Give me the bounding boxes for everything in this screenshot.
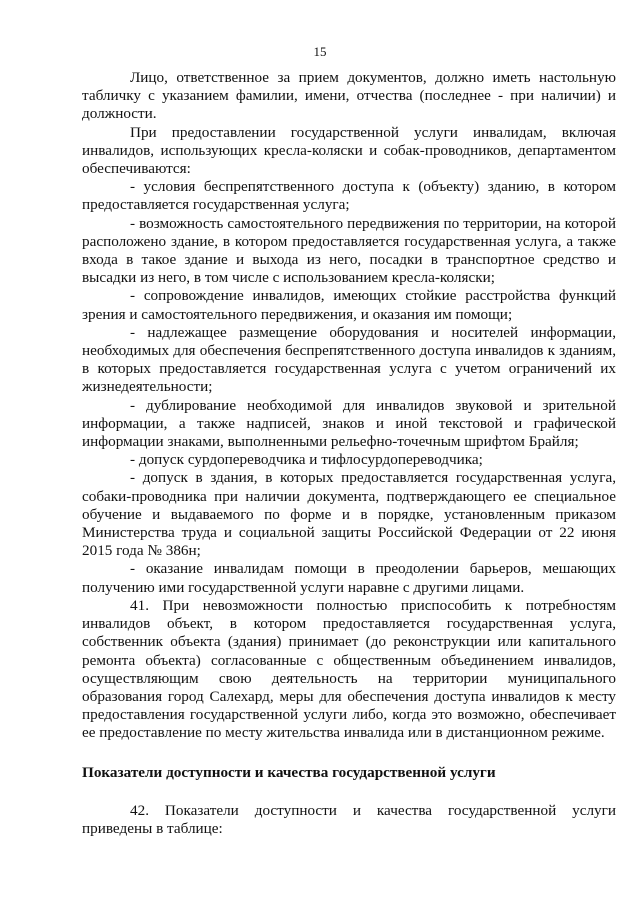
- paragraph-disability-services-intro: При предоставлении государственной услуги инвалидам, включая инвалидов, использующих кресла-коляски и собак-проводников, департаментом обеспечиваются:: [82, 123, 616, 178]
- list-item-barrier-assistance: - оказание инвалидам помощи в преодолении барьеров, мешающих получению ими государственной услуги наравне с другими лицами.: [82, 560, 616, 596]
- list-item-access-conditions: - условия беспрепятственного доступа к (объекту) зданию, в котором предоставляется государственная услуга;: [82, 178, 616, 214]
- page-number: 15: [313, 44, 327, 59]
- section-heading: Показатели доступности и качества государственной услуги: [82, 763, 496, 781]
- document-body: [82, 69, 616, 838]
- list-item-information-duplication: - дублирование необходимой для инвалидов звуковой и зрительной информации, а также надписей, знаков и иной текстовой и графической информации знаками, выполненными рельефно-точечным шрифтом Брайля;: [82, 396, 616, 451]
- list-item-independent-movement: - возможность самостоятельного передвижения по территории, на которой расположено здание, в котором предоставляется государственная услуга, а также входа в такое здание и выхода из него, посадки в транспортное средство и высадки из него, в том числе с использованием кресла-коляски;: [82, 214, 616, 287]
- paragraph-41: 41. При невозможности полностью приспособить к потребностям инвалидов объект, в котором предоставляется государственная услуга, собственник объекта (здания) принимает (до реконструкции или капитального ремонта объекта) согласованные с общественным объединением инвалидов, осуществляющим свою деятельность на территории муниципального образования город Салехард, меры для обеспечения доступа инвалидов к месту предоставления государственной услуги либо, когда это возможно, обеспечивает ее предоставление по месту жительства инвалида или в дистанционном режиме.: [82, 596, 616, 742]
- list-item-escort: - сопровождение инвалидов, имеющих стойкие расстройства функций зрения и самостоятельного передвижения, и оказания им помощи;: [82, 287, 616, 323]
- list-item-equipment-placement: - надлежащее размещение оборудования и носителей информации, необходимых для обеспечения беспрепятственного доступа инвалидов к зданиям, в которых предоставляется государственная услуга с учетом ограничений их жизнедеятельности;: [82, 323, 616, 396]
- list-item-guide-dog-admission: - допуск в здания, в которых предоставляется государственная услуга, собаки-проводника при наличии документа, подтверждающего ее специальное обучение и выдаваемого по форме и в порядке, установленным приказом Министерства труда и социальной защиты Российской Федерации от 22 июня 2015 года № 386н;: [82, 469, 616, 560]
- paragraph-42: 42. Показатели доступности и качества государственной услуги приведены в таблице:: [82, 801, 616, 837]
- list-item-interpreter-admission: - допуск сурдопереводчика и тифлосурдопереводчика;: [130, 451, 483, 469]
- paragraph-responsible-person: Лицо, ответственное за прием документов, должно иметь настольную табличку с указанием фамилии, имени, отчества (последнее - при наличии) и должности.: [82, 69, 616, 123]
